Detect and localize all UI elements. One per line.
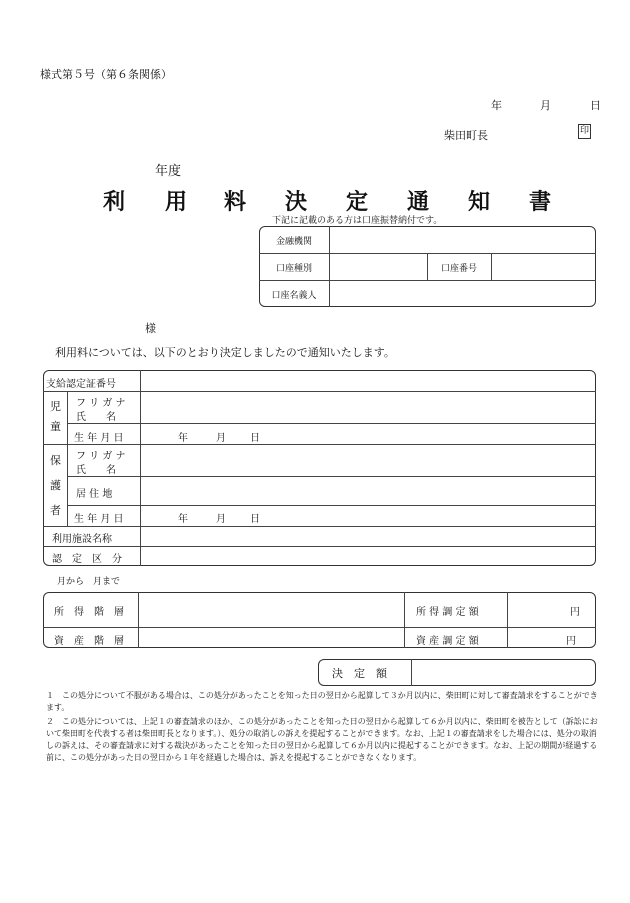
yen-unit: 円 bbox=[570, 607, 580, 618]
label-guardian-birthdate: 生 年 月 日 bbox=[74, 514, 124, 525]
label-guardian: 護 bbox=[50, 479, 61, 492]
note-1: １ この処分について不服がある場合は、この処分があったことを知った日の翌日から起算して３か月以内に、柴田町に対して審査請求をすることができます。 bbox=[46, 691, 598, 712]
bank-note: 下記に記載のある方は口座振替納付です。 bbox=[272, 216, 443, 226]
birth-year: 年 bbox=[178, 514, 188, 525]
label-cert-class: 認 定 区 分 bbox=[52, 554, 122, 565]
date-day: 日 bbox=[590, 99, 601, 112]
label-child-birthdate: 生 年 月 日 bbox=[74, 433, 124, 444]
birth-year: 年 bbox=[178, 433, 188, 444]
label-child-furigana: フ リ ガ ナ bbox=[76, 398, 126, 409]
label-account-holder: 口座名義人 bbox=[271, 291, 317, 301]
label-child: 児 bbox=[50, 400, 61, 413]
mayor-label: 柴田町長 bbox=[444, 129, 488, 142]
divider bbox=[404, 592, 405, 648]
label-guardian-furigana: フ リ ガ ナ bbox=[76, 451, 126, 462]
birth-day: 日 bbox=[250, 433, 260, 444]
divider bbox=[491, 253, 492, 280]
title-char: 通 bbox=[407, 189, 430, 215]
label-decision-amount: 決 定 額 bbox=[332, 667, 387, 680]
income-table bbox=[43, 592, 596, 648]
divider bbox=[43, 391, 596, 392]
form-number: 様式第５号（第６条関係） bbox=[40, 68, 172, 81]
divider bbox=[67, 476, 596, 477]
divider bbox=[140, 370, 141, 566]
fiscal-year: 年度 bbox=[155, 164, 182, 179]
divider bbox=[43, 526, 596, 527]
title-char: 知 bbox=[468, 189, 491, 215]
divider bbox=[67, 423, 596, 424]
date-month: 月 bbox=[540, 99, 551, 112]
label-bank-institution: 金融機関 bbox=[275, 237, 312, 247]
label-income-amount: 所 得 調 定 額 bbox=[416, 607, 479, 618]
label-guardian: 保 bbox=[50, 454, 61, 467]
birth-month: 月 bbox=[216, 514, 226, 525]
intro-text: 利用料については、以下のとおり決定しましたので通知いたします。 bbox=[55, 346, 395, 359]
note-2: ２ この処分については、上記１の審査請求のほか、この処分があったことを知った日の翌日から起算して６か月以内に、柴田町を被告として（訴訟において柴田町を代表する者は柴田町長となります。）、処分の取消しの訴えを提起することができます。なお、上記１の審査請求をした場合には、処分の取消しの訴えは、その審査請求に対する裁決があったことを知った日の翌日から起算して６か月以内に提起することができます。なお、上記の期間が経過する前に、この処分があった日の翌日から１年を経過した場合は、訴えを提起することができなくなります。 bbox=[46, 717, 598, 762]
divider bbox=[67, 505, 596, 506]
divider bbox=[411, 659, 412, 686]
seal-mark: 印 bbox=[578, 124, 591, 139]
label-guardian: 者 bbox=[50, 504, 61, 517]
divider bbox=[507, 592, 508, 648]
divider bbox=[259, 280, 596, 281]
title-char: 定 bbox=[346, 189, 369, 215]
label-cert-number: 支給認定証番号 bbox=[46, 379, 116, 390]
divider bbox=[67, 391, 68, 526]
honorific: 様 bbox=[145, 322, 156, 335]
label-child-name: 氏 名 bbox=[76, 412, 116, 423]
label-account-type: 口座種別 bbox=[275, 264, 312, 274]
divider bbox=[43, 546, 596, 547]
label-child: 童 bbox=[50, 420, 61, 433]
label-facility: 利用施設名称 bbox=[52, 534, 112, 545]
label-asset-amount: 資 産 調 定 額 bbox=[416, 636, 479, 647]
title-char: 利 bbox=[103, 189, 126, 215]
divider bbox=[43, 627, 596, 628]
divider bbox=[43, 444, 596, 445]
label-address: 居 住 地 bbox=[76, 489, 113, 500]
birth-month: 月 bbox=[216, 433, 226, 444]
yen-unit: 円 bbox=[566, 636, 576, 647]
birth-day: 日 bbox=[250, 514, 260, 525]
label-income-tier: 所 得 階 層 bbox=[54, 607, 124, 618]
label-guardian-name: 氏 名 bbox=[76, 465, 116, 476]
divider bbox=[138, 592, 139, 648]
date-year: 年 bbox=[491, 99, 502, 112]
label-asset-tier: 資 産 階 層 bbox=[54, 636, 124, 647]
label-account-number: 口座番号 bbox=[440, 264, 477, 274]
divider bbox=[329, 226, 330, 307]
title-char: 用 bbox=[165, 189, 188, 215]
title-char: 決 bbox=[285, 189, 308, 215]
title-char: 料 bbox=[224, 189, 247, 215]
title-char: 書 bbox=[529, 189, 552, 215]
period-label: 月から 月まで bbox=[57, 577, 121, 587]
